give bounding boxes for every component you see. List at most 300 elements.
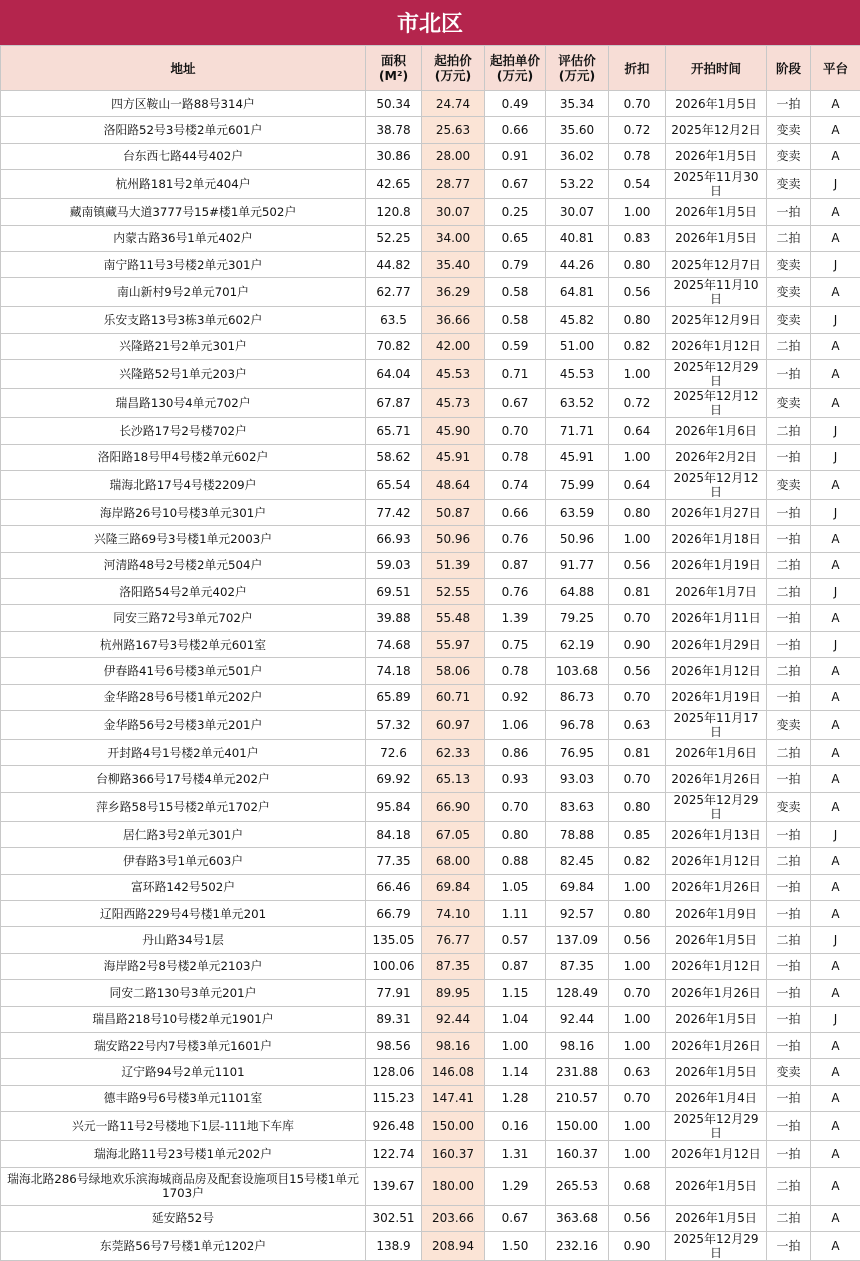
- header-platform: 平台: [811, 46, 860, 91]
- table-row: [1, 333, 860, 359]
- cell-platform: J: [811, 579, 860, 605]
- table-row: [1, 579, 860, 605]
- cell-platform: A: [811, 278, 860, 307]
- cell-discount: 1.00: [609, 360, 666, 389]
- cell-start-price: 51.39: [422, 552, 485, 578]
- cell-stage: 一拍: [767, 900, 811, 926]
- cell-stage: 变卖: [767, 251, 811, 277]
- header-appraisal: 评估价 (万元): [546, 46, 609, 91]
- cell-area: 62.77: [366, 278, 422, 307]
- cell-stage: 变卖: [767, 170, 811, 199]
- table-row: [1, 307, 860, 333]
- cell-start-price: 58.06: [422, 658, 485, 684]
- cell-start-price: 60.97: [422, 711, 485, 740]
- table-row: [1, 848, 860, 874]
- cell-start-time: 2025年12月9日: [666, 307, 767, 333]
- cell-appraisal: 35.60: [546, 117, 609, 143]
- cell-appraisal: 87.35: [546, 953, 609, 979]
- cell-discount: 0.80: [609, 307, 666, 333]
- cell-platform: A: [811, 360, 860, 389]
- table-row: [1, 552, 860, 578]
- cell-platform: J: [811, 821, 860, 847]
- cell-stage: 变卖: [767, 792, 811, 821]
- cell-start-time: 2026年1月26日: [666, 766, 767, 792]
- cell-area: 67.87: [366, 389, 422, 418]
- cell-start-time: 2026年1月7日: [666, 579, 767, 605]
- cell-discount: 0.90: [609, 631, 666, 657]
- cell-stage: 一拍: [767, 444, 811, 470]
- cell-area: 122.74: [366, 1141, 422, 1167]
- cell-address: 瑞海北路17号4号楼2209户: [1, 470, 366, 499]
- cell-start-price: 150.00: [422, 1112, 485, 1141]
- cell-appraisal: 128.49: [546, 980, 609, 1006]
- cell-platform: A: [811, 980, 860, 1006]
- cell-address: 萍乡路58号15号楼2单元1702户: [1, 792, 366, 821]
- cell-start-price: 50.87: [422, 499, 485, 525]
- header-unit-price: 起拍单价 (万元): [485, 46, 546, 91]
- cell-appraisal: 62.19: [546, 631, 609, 657]
- cell-address: 伊春路3号1单元603户: [1, 848, 366, 874]
- table-row: [1, 631, 860, 657]
- cell-discount: 0.72: [609, 117, 666, 143]
- cell-unit-price: 0.93: [485, 766, 546, 792]
- cell-unit-price: 1.50: [485, 1231, 546, 1260]
- cell-address: 瑞昌路218号10号楼2单元1901户: [1, 1006, 366, 1032]
- table-row: [1, 225, 860, 251]
- cell-appraisal: 86.73: [546, 684, 609, 710]
- cell-platform: A: [811, 143, 860, 169]
- cell-unit-price: 0.80: [485, 821, 546, 847]
- cell-unit-price: 0.87: [485, 953, 546, 979]
- cell-unit-price: 0.91: [485, 143, 546, 169]
- table-row: [1, 499, 860, 525]
- cell-discount: 0.81: [609, 579, 666, 605]
- cell-area: 77.91: [366, 980, 422, 1006]
- cell-unit-price: 0.67: [485, 1205, 546, 1231]
- cell-start-time: 2026年1月6日: [666, 740, 767, 766]
- cell-discount: 0.54: [609, 170, 666, 199]
- cell-address: 延安路52号: [1, 1205, 366, 1231]
- table-row: [1, 1205, 860, 1231]
- cell-appraisal: 53.22: [546, 170, 609, 199]
- cell-area: 38.78: [366, 117, 422, 143]
- cell-appraisal: 64.88: [546, 579, 609, 605]
- cell-start-time: 2026年1月12日: [666, 333, 767, 359]
- cell-platform: A: [811, 1059, 860, 1085]
- cell-unit-price: 0.67: [485, 170, 546, 199]
- cell-appraisal: 93.03: [546, 766, 609, 792]
- cell-discount: 0.82: [609, 333, 666, 359]
- cell-start-price: 34.00: [422, 225, 485, 251]
- cell-address: 瑞安路22号内7号楼3单元1601户: [1, 1032, 366, 1058]
- table-row: [1, 740, 860, 766]
- cell-stage: 二拍: [767, 418, 811, 444]
- cell-area: 52.25: [366, 225, 422, 251]
- cell-area: 70.82: [366, 333, 422, 359]
- cell-platform: A: [811, 1205, 860, 1231]
- table-row: [1, 91, 860, 117]
- cell-appraisal: 92.44: [546, 1006, 609, 1032]
- cell-address: 德丰路9号6号楼3单元1101室: [1, 1085, 366, 1111]
- cell-stage: 一拍: [767, 684, 811, 710]
- cell-area: 69.92: [366, 766, 422, 792]
- cell-platform: A: [811, 1231, 860, 1260]
- cell-start-time: 2026年1月5日: [666, 91, 767, 117]
- cell-start-time: 2026年1月12日: [666, 848, 767, 874]
- cell-start-time: 2026年1月5日: [666, 1205, 767, 1231]
- cell-appraisal: 363.68: [546, 1205, 609, 1231]
- cell-discount: 1.00: [609, 1006, 666, 1032]
- cell-stage: 二拍: [767, 658, 811, 684]
- cell-platform: A: [811, 91, 860, 117]
- cell-address: 兴元一路11号2号楼地下1层-111地下车库: [1, 1112, 366, 1141]
- cell-platform: J: [811, 251, 860, 277]
- cell-discount: 0.63: [609, 711, 666, 740]
- cell-address: 东莞路56号7号楼1单元1202户: [1, 1231, 366, 1260]
- cell-discount: 1.00: [609, 444, 666, 470]
- cell-appraisal: 30.07: [546, 199, 609, 225]
- table-row: [1, 927, 860, 953]
- cell-platform: A: [811, 605, 860, 631]
- cell-start-price: 60.71: [422, 684, 485, 710]
- cell-appraisal: 137.09: [546, 927, 609, 953]
- cell-platform: A: [811, 658, 860, 684]
- cell-address: 瑞昌路130号4单元702户: [1, 389, 366, 418]
- cell-unit-price: 0.58: [485, 278, 546, 307]
- cell-discount: 0.83: [609, 225, 666, 251]
- cell-stage: 变卖: [767, 278, 811, 307]
- cell-platform: A: [811, 470, 860, 499]
- cell-unit-price: 0.71: [485, 360, 546, 389]
- table-row: [1, 1059, 860, 1085]
- cell-address: 海岸路2号8号楼2单元2103户: [1, 953, 366, 979]
- cell-appraisal: 69.84: [546, 874, 609, 900]
- cell-start-time: 2025年11月30日: [666, 170, 767, 199]
- cell-unit-price: 0.87: [485, 552, 546, 578]
- cell-unit-price: 0.88: [485, 848, 546, 874]
- cell-discount: 0.78: [609, 143, 666, 169]
- header-start-price: 起拍价 (万元): [422, 46, 485, 91]
- cell-start-price: 65.13: [422, 766, 485, 792]
- cell-appraisal: 78.88: [546, 821, 609, 847]
- cell-start-price: 55.97: [422, 631, 485, 657]
- cell-stage: 一拍: [767, 1006, 811, 1032]
- cell-address: 长沙路17号2号楼702户: [1, 418, 366, 444]
- table-row: [1, 278, 860, 307]
- cell-platform: A: [811, 848, 860, 874]
- cell-unit-price: 0.16: [485, 1112, 546, 1141]
- cell-start-time: 2025年12月29日: [666, 1112, 767, 1141]
- cell-address: 金华路56号2号楼3单元201户: [1, 711, 366, 740]
- cell-start-time: 2026年1月19日: [666, 552, 767, 578]
- cell-discount: 0.80: [609, 251, 666, 277]
- cell-stage: 一拍: [767, 605, 811, 631]
- cell-start-price: 45.73: [422, 389, 485, 418]
- cell-unit-price: 0.79: [485, 251, 546, 277]
- table-row: [1, 251, 860, 277]
- cell-start-time: 2026年1月12日: [666, 953, 767, 979]
- cell-address: 富环路142号502户: [1, 874, 366, 900]
- cell-platform: J: [811, 307, 860, 333]
- cell-area: 74.68: [366, 631, 422, 657]
- cell-start-time: 2025年12月12日: [666, 389, 767, 418]
- cell-address: 兴隆路21号2单元301户: [1, 333, 366, 359]
- cell-appraisal: 63.59: [546, 499, 609, 525]
- cell-platform: A: [811, 225, 860, 251]
- cell-start-time: 2026年1月13日: [666, 821, 767, 847]
- cell-stage: 一拍: [767, 499, 811, 525]
- table-row: [1, 792, 860, 821]
- cell-area: 77.42: [366, 499, 422, 525]
- cell-address: 辽宁路94号2单元1101: [1, 1059, 366, 1085]
- table-row: [1, 1085, 860, 1111]
- cell-start-price: 42.00: [422, 333, 485, 359]
- cell-address: 辽阳西路229号4号楼1单元201: [1, 900, 366, 926]
- cell-start-time: 2025年12月29日: [666, 1231, 767, 1260]
- cell-start-price: 66.90: [422, 792, 485, 821]
- cell-stage: 变卖: [767, 711, 811, 740]
- cell-area: 44.82: [366, 251, 422, 277]
- cell-appraisal: 232.16: [546, 1231, 609, 1260]
- cell-platform: A: [811, 199, 860, 225]
- cell-stage: 一拍: [767, 631, 811, 657]
- cell-unit-price: 1.31: [485, 1141, 546, 1167]
- cell-appraisal: 45.91: [546, 444, 609, 470]
- cell-discount: 0.81: [609, 740, 666, 766]
- cell-unit-price: 0.59: [485, 333, 546, 359]
- cell-start-time: 2026年1月12日: [666, 1141, 767, 1167]
- cell-platform: A: [811, 1141, 860, 1167]
- cell-platform: A: [811, 333, 860, 359]
- cell-unit-price: 0.92: [485, 684, 546, 710]
- cell-area: 100.06: [366, 953, 422, 979]
- cell-area: 66.93: [366, 526, 422, 552]
- cell-area: 57.32: [366, 711, 422, 740]
- cell-address: 伊春路41号6号楼3单元501户: [1, 658, 366, 684]
- cell-platform: A: [811, 711, 860, 740]
- cell-stage: 变卖: [767, 307, 811, 333]
- cell-appraisal: 103.68: [546, 658, 609, 684]
- cell-discount: 0.56: [609, 552, 666, 578]
- cell-area: 115.23: [366, 1085, 422, 1111]
- cell-address: 南宁路11号3号楼2单元301户: [1, 251, 366, 277]
- cell-start-price: 160.37: [422, 1141, 485, 1167]
- table-header-row: [1, 46, 860, 91]
- cell-appraisal: 64.81: [546, 278, 609, 307]
- cell-address: 同安二路130号3单元201户: [1, 980, 366, 1006]
- table-row: [1, 360, 860, 389]
- cell-address: 藏南镇藏马大道3777号15#楼1单元502户: [1, 199, 366, 225]
- table-row: [1, 874, 860, 900]
- cell-start-price: 67.05: [422, 821, 485, 847]
- cell-start-time: 2026年1月5日: [666, 1059, 767, 1085]
- cell-area: 65.89: [366, 684, 422, 710]
- cell-start-price: 76.77: [422, 927, 485, 953]
- cell-unit-price: 1.11: [485, 900, 546, 926]
- table-row: [1, 980, 860, 1006]
- cell-appraisal: 71.71: [546, 418, 609, 444]
- cell-unit-price: 0.67: [485, 389, 546, 418]
- cell-start-time: 2025年12月29日: [666, 360, 767, 389]
- cell-unit-price: 0.49: [485, 91, 546, 117]
- cell-area: 926.48: [366, 1112, 422, 1141]
- cell-area: 65.71: [366, 418, 422, 444]
- cell-unit-price: 0.58: [485, 307, 546, 333]
- table-row: [1, 1112, 860, 1141]
- cell-address: 洛阳路54号2单元402户: [1, 579, 366, 605]
- cell-unit-price: 0.25: [485, 199, 546, 225]
- cell-unit-price: 1.29: [485, 1167, 546, 1205]
- auction-table: [0, 45, 860, 1261]
- cell-discount: 1.00: [609, 1141, 666, 1167]
- cell-start-price: 50.96: [422, 526, 485, 552]
- cell-appraisal: 265.53: [546, 1167, 609, 1205]
- header-start-time: 开拍时间: [666, 46, 767, 91]
- cell-stage: 二拍: [767, 1205, 811, 1231]
- cell-stage: 一拍: [767, 980, 811, 1006]
- cell-start-time: 2026年1月27日: [666, 499, 767, 525]
- cell-unit-price: 1.04: [485, 1006, 546, 1032]
- cell-discount: 0.63: [609, 1059, 666, 1085]
- cell-discount: 0.70: [609, 980, 666, 1006]
- cell-stage: 二拍: [767, 1167, 811, 1205]
- cell-stage: 一拍: [767, 199, 811, 225]
- cell-area: 30.86: [366, 143, 422, 169]
- cell-area: 63.5: [366, 307, 422, 333]
- cell-start-price: 180.00: [422, 1167, 485, 1205]
- cell-discount: 0.56: [609, 658, 666, 684]
- table-row: [1, 821, 860, 847]
- cell-platform: A: [811, 684, 860, 710]
- cell-start-price: 25.63: [422, 117, 485, 143]
- cell-area: 64.04: [366, 360, 422, 389]
- cell-appraisal: 150.00: [546, 1112, 609, 1141]
- cell-platform: J: [811, 927, 860, 953]
- cell-appraisal: 44.26: [546, 251, 609, 277]
- cell-start-time: 2025年12月7日: [666, 251, 767, 277]
- cell-area: 59.03: [366, 552, 422, 578]
- page-title: 市北区: [0, 0, 860, 45]
- cell-start-price: 24.74: [422, 91, 485, 117]
- cell-discount: 0.70: [609, 1085, 666, 1111]
- cell-address: 居仁路3号2单元301户: [1, 821, 366, 847]
- cell-stage: 二拍: [767, 225, 811, 251]
- cell-stage: 一拍: [767, 874, 811, 900]
- cell-area: 50.34: [366, 91, 422, 117]
- cell-start-price: 52.55: [422, 579, 485, 605]
- cell-appraisal: 35.34: [546, 91, 609, 117]
- cell-start-time: 2026年1月5日: [666, 1006, 767, 1032]
- cell-start-price: 147.41: [422, 1085, 485, 1111]
- cell-start-time: 2026年1月26日: [666, 1032, 767, 1058]
- cell-unit-price: 1.14: [485, 1059, 546, 1085]
- cell-platform: A: [811, 766, 860, 792]
- cell-area: 58.62: [366, 444, 422, 470]
- cell-discount: 0.64: [609, 418, 666, 444]
- cell-address: 兴隆三路69号3号楼1单元2003户: [1, 526, 366, 552]
- cell-discount: 0.68: [609, 1167, 666, 1205]
- header-stage: 阶段: [767, 46, 811, 91]
- cell-start-price: 36.66: [422, 307, 485, 333]
- header-discount: 折扣: [609, 46, 666, 91]
- cell-start-time: 2026年1月9日: [666, 900, 767, 926]
- cell-start-time: 2026年1月4日: [666, 1085, 767, 1111]
- cell-platform: A: [811, 526, 860, 552]
- cell-stage: 二拍: [767, 552, 811, 578]
- cell-start-time: 2026年1月5日: [666, 143, 767, 169]
- cell-start-price: 87.35: [422, 953, 485, 979]
- cell-stage: 一拍: [767, 821, 811, 847]
- cell-start-time: 2026年1月12日: [666, 658, 767, 684]
- cell-discount: 0.56: [609, 927, 666, 953]
- cell-address: 瑞海北路286号绿地欢乐滨海城商品房及配套设施项目15号楼1单元1703户: [1, 1167, 366, 1205]
- cell-stage: 一拍: [767, 1141, 811, 1167]
- cell-address: 金华路28号6号楼1单元202户: [1, 684, 366, 710]
- table-row: [1, 1231, 860, 1260]
- cell-unit-price: 0.66: [485, 117, 546, 143]
- cell-start-price: 68.00: [422, 848, 485, 874]
- cell-area: 120.8: [366, 199, 422, 225]
- cell-stage: 变卖: [767, 143, 811, 169]
- cell-address: 兴隆路52号1单元203户: [1, 360, 366, 389]
- cell-discount: 0.70: [609, 605, 666, 631]
- cell-platform: A: [811, 953, 860, 979]
- cell-start-price: 48.64: [422, 470, 485, 499]
- cell-area: 95.84: [366, 792, 422, 821]
- cell-stage: 一拍: [767, 91, 811, 117]
- table-row: [1, 418, 860, 444]
- cell-unit-price: 0.78: [485, 444, 546, 470]
- cell-unit-price: 1.15: [485, 980, 546, 1006]
- cell-start-time: 2025年12月2日: [666, 117, 767, 143]
- cell-unit-price: 0.66: [485, 499, 546, 525]
- cell-area: 98.56: [366, 1032, 422, 1058]
- cell-appraisal: 50.96: [546, 526, 609, 552]
- cell-appraisal: 160.37: [546, 1141, 609, 1167]
- cell-area: 42.65: [366, 170, 422, 199]
- cell-appraisal: 40.81: [546, 225, 609, 251]
- cell-start-time: 2026年1月11日: [666, 605, 767, 631]
- cell-start-price: 45.53: [422, 360, 485, 389]
- cell-start-price: 203.66: [422, 1205, 485, 1231]
- cell-address: 丹山路34号1层: [1, 927, 366, 953]
- cell-stage: 一拍: [767, 1231, 811, 1260]
- cell-unit-price: 0.76: [485, 579, 546, 605]
- cell-start-price: 89.95: [422, 980, 485, 1006]
- cell-platform: A: [811, 117, 860, 143]
- table-row: [1, 117, 860, 143]
- cell-area: 39.88: [366, 605, 422, 631]
- cell-start-price: 69.84: [422, 874, 485, 900]
- cell-platform: A: [811, 552, 860, 578]
- cell-appraisal: 91.77: [546, 552, 609, 578]
- cell-unit-price: 1.05: [485, 874, 546, 900]
- cell-address: 台东西七路44号402户: [1, 143, 366, 169]
- cell-unit-price: 1.00: [485, 1032, 546, 1058]
- cell-appraisal: 96.78: [546, 711, 609, 740]
- cell-address: 杭州路181号2单元404户: [1, 170, 366, 199]
- cell-stage: 一拍: [767, 1112, 811, 1141]
- cell-platform: A: [811, 1085, 860, 1111]
- cell-unit-price: 0.70: [485, 418, 546, 444]
- table-row: [1, 900, 860, 926]
- cell-discount: 0.80: [609, 499, 666, 525]
- cell-stage: 二拍: [767, 333, 811, 359]
- table-row: [1, 470, 860, 499]
- cell-discount: 0.82: [609, 848, 666, 874]
- cell-stage: 二拍: [767, 927, 811, 953]
- cell-start-time: 2026年2月2日: [666, 444, 767, 470]
